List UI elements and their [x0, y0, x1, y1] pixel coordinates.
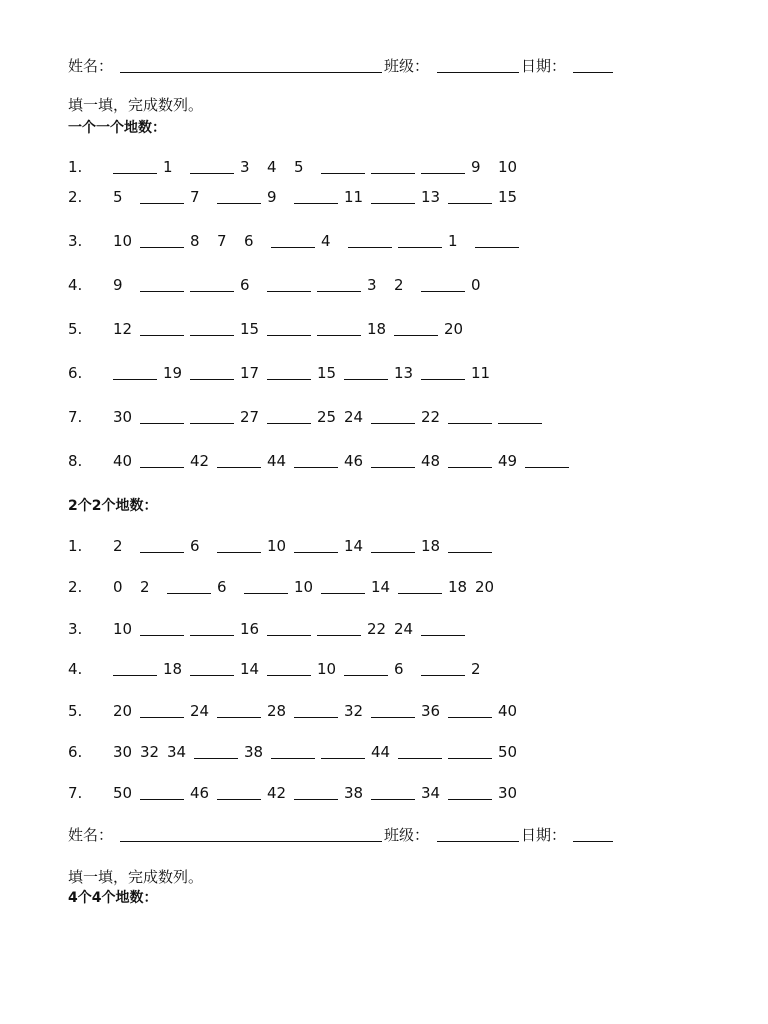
- answer-blank[interactable]: [321, 593, 365, 594]
- sequence-number: 2: [113, 537, 123, 555]
- row-number: 6.: [68, 743, 83, 761]
- section-2-title: 2个2个地数：: [68, 498, 158, 514]
- sequence-number: 9: [267, 188, 277, 206]
- sequence-number: 7: [190, 188, 200, 206]
- row-number: 4.: [68, 276, 83, 294]
- answer-blank[interactable]: [271, 247, 315, 248]
- date-field[interactable]: [573, 841, 613, 842]
- sequence-number: 24: [344, 408, 364, 426]
- name-label: 姓名：: [68, 57, 114, 75]
- row-number: 6.: [68, 364, 83, 382]
- answer-blank[interactable]: [190, 379, 234, 380]
- answer-blank[interactable]: [190, 423, 234, 424]
- answer-blank[interactable]: [498, 423, 542, 424]
- sequence-number: 6: [394, 660, 404, 678]
- class-field[interactable]: [437, 841, 519, 842]
- sequence-number: 4: [267, 158, 277, 176]
- answer-blank[interactable]: [294, 467, 338, 468]
- answer-blank[interactable]: [113, 675, 157, 676]
- section-3-title: 4个4个地数：: [68, 890, 158, 906]
- sequence-number: 9: [471, 158, 481, 176]
- sequence-number: 38: [244, 743, 264, 761]
- sequence-number: 9: [113, 276, 123, 294]
- row-number: 3.: [68, 232, 83, 250]
- answer-blank[interactable]: [317, 335, 361, 336]
- answer-blank[interactable]: [398, 593, 442, 594]
- sequence-number: 14: [240, 660, 260, 678]
- answer-blank[interactable]: [421, 379, 465, 380]
- sequence-number: 1: [163, 158, 173, 176]
- sequence-number: 11: [471, 364, 491, 382]
- answer-blank[interactable]: [321, 758, 365, 759]
- answer-blank[interactable]: [344, 379, 388, 380]
- answer-blank[interactable]: [421, 675, 465, 676]
- row-number: 1.: [68, 537, 83, 555]
- sequence-number: 6: [244, 232, 254, 250]
- answer-blank[interactable]: [271, 758, 315, 759]
- sequence-number: 10: [317, 660, 337, 678]
- answer-blank[interactable]: [448, 203, 492, 204]
- sequence-number: 42: [267, 784, 287, 802]
- answer-blank[interactable]: [194, 758, 238, 759]
- sequence-number: 20: [475, 578, 495, 596]
- row-number: 1.: [68, 158, 83, 176]
- sequence-number: 17: [240, 364, 260, 382]
- sequence-number: 10: [113, 620, 133, 638]
- sequence-number: 44: [267, 452, 287, 470]
- sequence-number: 50: [498, 743, 518, 761]
- date-label: 日期：: [521, 826, 567, 844]
- answer-blank[interactable]: [371, 467, 415, 468]
- row-number: 2.: [68, 188, 83, 206]
- answer-blank[interactable]: [190, 173, 234, 174]
- answer-blank[interactable]: [371, 717, 415, 718]
- answer-blank[interactable]: [140, 335, 184, 336]
- sequence-number: 0: [113, 578, 123, 596]
- answer-blank[interactable]: [448, 717, 492, 718]
- sequence-number: 22: [367, 620, 387, 638]
- answer-blank[interactable]: [113, 379, 157, 380]
- sequence-number: 3: [367, 276, 377, 294]
- sequence-number: 34: [167, 743, 187, 761]
- answer-blank[interactable]: [294, 203, 338, 204]
- sequence-number: 34: [421, 784, 441, 802]
- sequence-number: 15: [240, 320, 260, 338]
- sequence-number: 27: [240, 408, 260, 426]
- answer-blank[interactable]: [294, 799, 338, 800]
- sequence-number: 25: [317, 408, 337, 426]
- row-number: 7.: [68, 408, 83, 426]
- sequence-number: 18: [421, 537, 441, 555]
- instruction-1: 填一填，完成数列。: [68, 96, 204, 114]
- sequence-number: 5: [294, 158, 304, 176]
- sequence-number: 18: [448, 578, 468, 596]
- answer-blank[interactable]: [317, 291, 361, 292]
- answer-blank[interactable]: [217, 799, 261, 800]
- sequence-number: 49: [498, 452, 518, 470]
- answer-blank[interactable]: [167, 593, 211, 594]
- sequence-number: 44: [371, 743, 391, 761]
- sequence-number: 50: [113, 784, 133, 802]
- answer-blank[interactable]: [140, 423, 184, 424]
- sequence-number: 32: [344, 702, 364, 720]
- class-label: 班级：: [384, 57, 430, 75]
- sequence-number: 40: [498, 702, 518, 720]
- answer-blank[interactable]: [217, 717, 261, 718]
- answer-blank[interactable]: [371, 203, 415, 204]
- sequence-number: 46: [344, 452, 364, 470]
- answer-blank[interactable]: [448, 423, 492, 424]
- answer-blank[interactable]: [348, 247, 392, 248]
- sequence-number: 2: [140, 578, 150, 596]
- sequence-number: 10: [294, 578, 314, 596]
- section-1-title: 一个一个地数：: [68, 120, 166, 136]
- answer-blank[interactable]: [398, 758, 442, 759]
- answer-blank[interactable]: [371, 173, 415, 174]
- sequence-number: 10: [267, 537, 287, 555]
- name-field[interactable]: [120, 72, 382, 73]
- answer-blank[interactable]: [294, 552, 338, 553]
- answer-blank[interactable]: [371, 552, 415, 553]
- sequence-number: 20: [113, 702, 133, 720]
- answer-blank[interactable]: [190, 635, 234, 636]
- sequence-number: 1: [448, 232, 458, 250]
- sequence-number: 14: [371, 578, 391, 596]
- sequence-number: 28: [267, 702, 287, 720]
- answer-blank[interactable]: [140, 467, 184, 468]
- sequence-number: 46: [190, 784, 210, 802]
- answer-blank[interactable]: [113, 173, 157, 174]
- answer-blank[interactable]: [267, 379, 311, 380]
- answer-blank[interactable]: [448, 552, 492, 553]
- answer-blank[interactable]: [190, 675, 234, 676]
- instruction-2: 填一填，完成数列。: [68, 868, 204, 886]
- sequence-number: 24: [394, 620, 414, 638]
- sequence-number: 30: [113, 743, 133, 761]
- sequence-number: 6: [217, 578, 227, 596]
- sequence-number: 16: [240, 620, 260, 638]
- sequence-number: 40: [113, 452, 133, 470]
- sequence-number: 18: [163, 660, 183, 678]
- answer-blank[interactable]: [421, 173, 465, 174]
- sequence-number: 10: [113, 232, 133, 250]
- row-number: 4.: [68, 660, 83, 678]
- sequence-number: 30: [498, 784, 518, 802]
- answer-blank[interactable]: [244, 593, 288, 594]
- sequence-number: 10: [498, 158, 518, 176]
- sequence-number: 11: [344, 188, 364, 206]
- sequence-number: 12: [113, 320, 133, 338]
- sequence-number: 2: [394, 276, 404, 294]
- answer-blank[interactable]: [267, 675, 311, 676]
- sequence-number: 20: [444, 320, 464, 338]
- row-number: 5.: [68, 320, 83, 338]
- sequence-number: 13: [421, 188, 441, 206]
- row-number: 5.: [68, 702, 83, 720]
- sequence-number: 19: [163, 364, 183, 382]
- answer-blank[interactable]: [321, 173, 365, 174]
- date-label: 日期：: [521, 57, 567, 75]
- sequence-number: 13: [394, 364, 414, 382]
- answer-blank[interactable]: [525, 467, 569, 468]
- answer-blank[interactable]: [394, 335, 438, 336]
- sequence-number: 48: [421, 452, 441, 470]
- answer-blank[interactable]: [267, 291, 311, 292]
- answer-blank[interactable]: [190, 335, 234, 336]
- sequence-number: 3: [240, 158, 250, 176]
- answer-blank[interactable]: [398, 247, 442, 248]
- row-number: 2.: [68, 578, 83, 596]
- answer-blank[interactable]: [140, 552, 184, 553]
- answer-blank[interactable]: [267, 635, 311, 636]
- sequence-number: 15: [317, 364, 337, 382]
- sequence-number: 2: [471, 660, 481, 678]
- sequence-number: 7: [217, 232, 227, 250]
- sequence-number: 5: [113, 188, 123, 206]
- answer-blank[interactable]: [140, 717, 184, 718]
- sequence-number: 22: [421, 408, 441, 426]
- answer-blank[interactable]: [217, 552, 261, 553]
- date-field[interactable]: [573, 72, 613, 73]
- sequence-number: 6: [190, 537, 200, 555]
- name-field[interactable]: [120, 841, 382, 842]
- sequence-number: 0: [471, 276, 481, 294]
- sequence-number: 32: [140, 743, 160, 761]
- sequence-number: 18: [367, 320, 387, 338]
- sequence-number: 14: [344, 537, 364, 555]
- sequence-number: 38: [344, 784, 364, 802]
- sequence-number: 24: [190, 702, 210, 720]
- answer-blank[interactable]: [217, 203, 261, 204]
- row-number: 7.: [68, 784, 83, 802]
- answer-blank[interactable]: [267, 423, 311, 424]
- row-number: 3.: [68, 620, 83, 638]
- name-label: 姓名：: [68, 826, 114, 844]
- sequence-number: 6: [240, 276, 250, 294]
- answer-blank[interactable]: [344, 675, 388, 676]
- answer-blank[interactable]: [140, 799, 184, 800]
- answer-blank[interactable]: [217, 467, 261, 468]
- answer-blank[interactable]: [448, 799, 492, 800]
- answer-blank[interactable]: [421, 291, 465, 292]
- class-field[interactable]: [437, 72, 519, 73]
- answer-blank[interactable]: [294, 717, 338, 718]
- answer-blank[interactable]: [317, 635, 361, 636]
- sequence-number: 30: [113, 408, 133, 426]
- sequence-number: 42: [190, 452, 210, 470]
- answer-blank[interactable]: [371, 423, 415, 424]
- sequence-number: 8: [190, 232, 200, 250]
- answer-blank[interactable]: [140, 247, 184, 248]
- answer-blank[interactable]: [140, 291, 184, 292]
- answer-blank[interactable]: [140, 635, 184, 636]
- answer-blank[interactable]: [448, 467, 492, 468]
- answer-blank[interactable]: [475, 247, 519, 248]
- answer-blank[interactable]: [190, 291, 234, 292]
- answer-blank[interactable]: [421, 635, 465, 636]
- sequence-number: 36: [421, 702, 441, 720]
- sequence-number: 4: [321, 232, 331, 250]
- row-number: 8.: [68, 452, 83, 470]
- answer-blank[interactable]: [371, 799, 415, 800]
- class-label: 班级：: [384, 826, 430, 844]
- sequence-number: 15: [498, 188, 518, 206]
- answer-blank[interactable]: [140, 203, 184, 204]
- answer-blank[interactable]: [267, 335, 311, 336]
- answer-blank[interactable]: [448, 758, 492, 759]
